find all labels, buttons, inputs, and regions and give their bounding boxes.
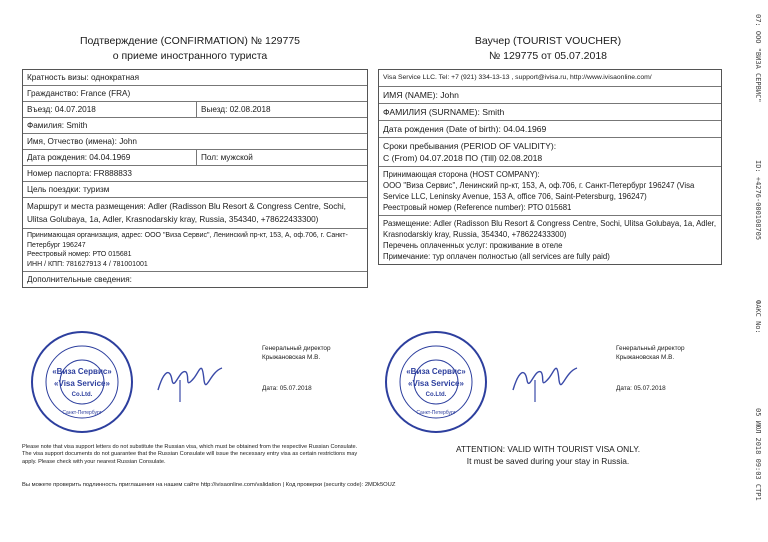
confirmation-title-line2: о приеме иностранного туриста — [112, 50, 268, 62]
confirmation-title-line1: Подтверждение (CONFIRMATION) № 129775 — [79, 35, 301, 47]
host-org: Принимающая организация, адрес: ООО "Виза Сервис", Ленинский пр-кт, 153, А, оф.706, г. Санкт-Петербург 196247 — [27, 232, 348, 249]
stamp-text-co: Co.Ltd. — [425, 392, 447, 398]
passport-row: Номер паспорта: FR888833 — [23, 166, 367, 182]
sex: Пол: мужской — [201, 153, 253, 162]
signature-icon — [150, 350, 230, 406]
visa-multiplicity-row: Кратность визы: однократная — [23, 70, 367, 86]
stamp-text-en: «Visa Service» — [54, 379, 110, 388]
remark: Примечание: тур оплачен полностью (all services are fully paid) — [383, 252, 610, 261]
attention-line1: ATTENTION: VALID WITH TOURIST VISA ONLY. — [455, 444, 641, 454]
director-block-right — [616, 344, 685, 362]
surname-row: Фамилия: Smith — [23, 118, 367, 134]
company-stamp — [30, 330, 134, 434]
contact-row: Visa Service LLC. Tel: +7 (921) 334-13-13 , support@ivisa.ru, http://www.ivisaonline.com/ — [379, 70, 721, 87]
date-right: Дата: 05.07.2018 — [616, 385, 666, 392]
services: Перечень оплаченных услуг: проживание в отеле — [383, 241, 563, 250]
accommodation: Размещение: Adler (Radisson Blu Resort & Congress Centre, Sochi, Ulitsa Golubaya, 1a, Adler, Krasnodarskiy kray, Russia, 354340, +78622433300) — [383, 219, 717, 239]
date-left: Дата: 05.07.2018 — [262, 385, 312, 392]
birth-date-row: Дата рождения (Date of birth): 04.04.1969 — [379, 121, 721, 138]
voucher-table — [378, 69, 722, 265]
validity-label: Сроки пребывания (PERIOD OF VALIDITY): — [383, 141, 557, 151]
host-company-value: ООО "Виза Сервис", Ленинский пр-кт, 153, А, оф.706, г. Санкт-Петербург 196247 (Visa Service LLC, Leninsky Avenue, 153 A, office 706, Saint-Petersburg, 196247) — [383, 181, 695, 201]
confirmation-table — [22, 69, 368, 288]
birth-date: Дата рождения: 04.04.1969 — [23, 150, 197, 165]
fax-header-line1: 07: ООО "ВИЗА СЕРВИС" — [754, 14, 762, 103]
birth-sex-row — [23, 150, 367, 166]
stamp-text-city: Санкт-Петербург — [62, 410, 102, 416]
stamp-text-city: Санкт-Петербург — [416, 410, 456, 416]
reg-number: Реестровый номер: РТО 015681 — [27, 251, 132, 258]
reference-number: Реестровый номер (Reference number): РТО 015681 — [383, 203, 572, 212]
name-row: ИМЯ (NAME): John — [379, 87, 721, 104]
fax-header-line4: 05 ИЮЛ 2018 09:03 СТР1 — [754, 408, 762, 501]
stamp-text-ru: «Виза Сервис» — [406, 367, 466, 376]
citizenship-row: Гражданство: France (FRA) — [23, 86, 367, 102]
validation-footer: Вы можете проверить подлинность приглашения на нашем сайте http://ivisaonline.com/validation | Код проверки (security code): 2MDk5OUZ — [22, 482, 396, 488]
confirmation-title — [20, 34, 360, 64]
fax-header-line2: ID: +4276-000108705 — [754, 160, 762, 241]
additional-row: Дополнительные сведения: — [27, 275, 132, 284]
fax-header-line3: ФАКС No: — [754, 300, 762, 334]
attention-block — [424, 444, 672, 467]
voucher-title-line1: Ваучер (TOURIST VOUCHER) — [474, 35, 622, 47]
exit-date: Выезд: 02.08.2018 — [201, 105, 271, 114]
stamp-text-en: «Visa Service» — [408, 379, 464, 388]
route-row: Маршрут и места размещения: Adler (Radisson Blu Resort & Congress Centre, Sochi, Ulitsa Golubaya, 1a, Adler, Krasnodarskiy kray, Russia, 354340, +78622433300) — [23, 198, 367, 229]
director-name: Крыжановская М.В. — [616, 354, 675, 361]
director-name: Крыжановская М.В. — [262, 354, 321, 361]
director-block-left — [262, 344, 331, 362]
given-name-row: Имя, Отчество (имена): John — [23, 134, 367, 150]
attention-line2: It must be saved during your stay in Russia. — [466, 455, 630, 466]
dates-row — [23, 102, 367, 118]
voucher-title-line2: № 129775 от 05.07.2018 — [488, 50, 608, 62]
visa-note: Please note that visa support letters do not substitute the Russian visa, which must be obtained from the respective Russian Consulate. The visa support documents do not guarantee that the Russian Consulate will issue the necessary entry visa as certain restrictions may apply. Please check with your nearest Russian Consulate. — [22, 444, 358, 465]
stamp-text-ru: «Виза Сервис» — [52, 367, 112, 376]
signature-icon — [505, 350, 585, 406]
validity-row — [379, 138, 721, 167]
stamp-text-co: Co.Ltd. — [71, 392, 93, 398]
company-stamp-voucher — [384, 330, 488, 434]
director-title: Генеральный директор — [262, 345, 331, 352]
host-company-label: Принимающая сторона (HOST COMPANY): — [383, 170, 540, 179]
inn: ИНН / КПП: 781627913 4 / 781001001 — [27, 260, 148, 268]
director-title: Генеральный директор — [616, 345, 685, 352]
host-organization-block — [23, 229, 367, 272]
entry-date: Въезд: 04.07.2018 — [23, 102, 197, 117]
validity-value: С (From) 04.07.2018 ПО (Till) 02.08.2018 — [383, 153, 543, 163]
accommodation-row — [379, 216, 721, 264]
surname-row: ФАМИЛИЯ (SURNAME): Smith — [379, 104, 721, 121]
purpose-row: Цель поездки: туризм — [23, 182, 367, 198]
host-company-row — [379, 167, 721, 216]
voucher-title — [378, 34, 718, 64]
